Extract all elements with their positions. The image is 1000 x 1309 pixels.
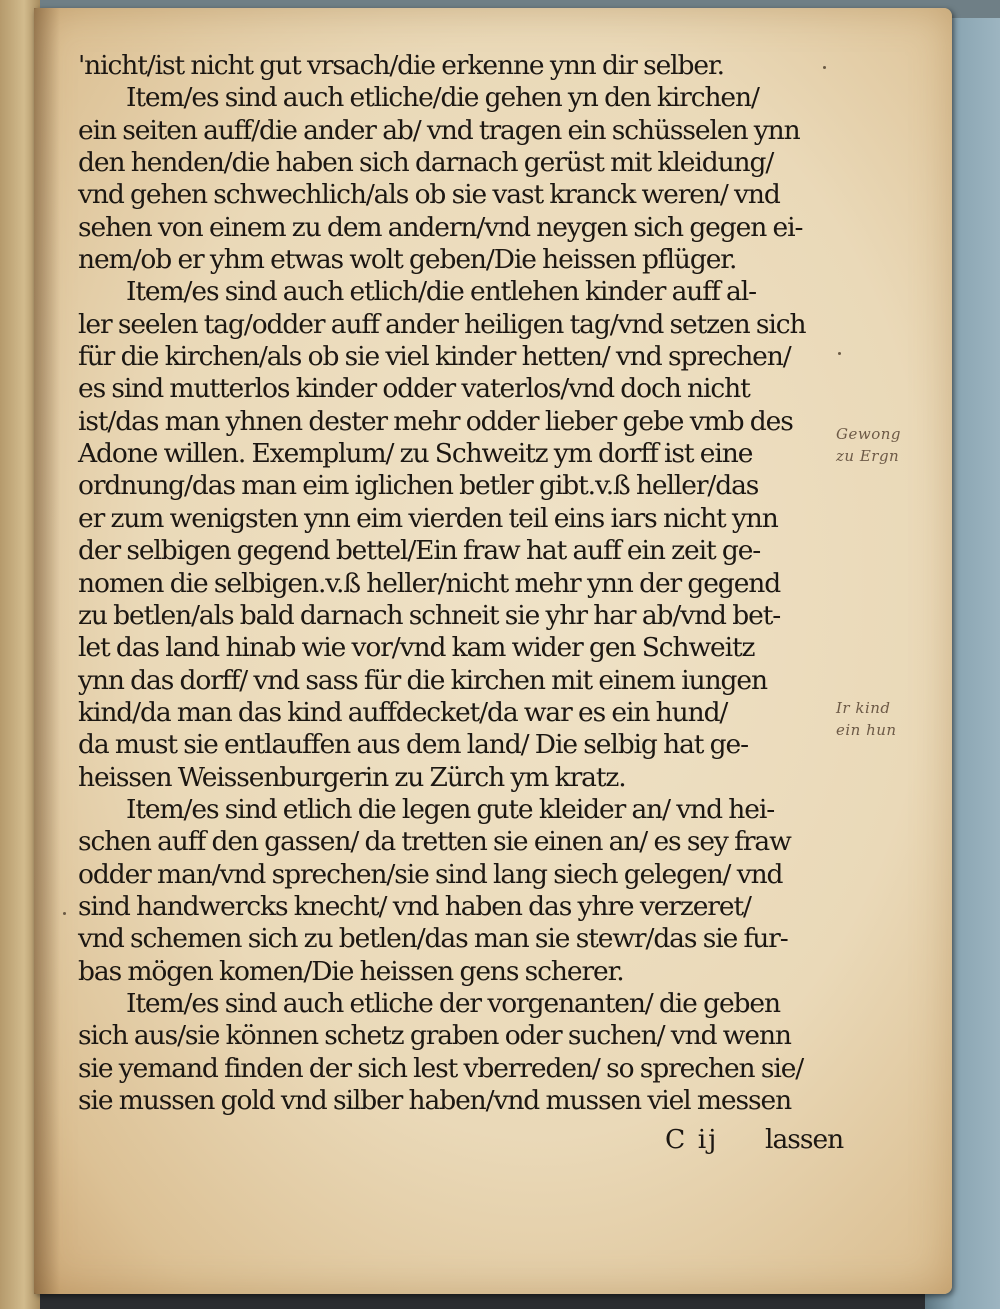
text-line: für die kirchen/als ob sie viel kinder hetten/ vnd sprechen/: [78, 341, 791, 373]
text-line: nomen die selbigen.v.ß heller/nicht mehr ynn der gegend: [78, 567, 781, 599]
text-line: er zum wenigsten ynn eim vierden teil eins iars nicht ynn: [78, 502, 778, 534]
text-line: es sind mutterlos kinder odder vaterlos/vnd doch nicht: [78, 373, 750, 405]
text-line: schen auff den gassen/ da tretten sie einen an/ es sey fraw: [78, 826, 791, 858]
text-line: der selbigen gegend bettel/Ein fraw hat auff ein zeit ge-: [78, 535, 761, 567]
text-line: nem/ob er yhm etwas wolt geben/Die heissen pflüger.: [78, 244, 737, 276]
text-line: vnd gehen schwechlich/als ob sie vast kranck weren/ vnd: [78, 179, 780, 211]
text-line: Item/es sind auch etliche/die gehen yn den kirchen/: [126, 82, 759, 114]
text-line: vnd schemen sich zu betlen/das man sie stewr/das sie fur-: [78, 923, 788, 955]
text-line: ler seelen tag/odder auff ander heiligen tag/vnd setzen sich: [78, 308, 806, 340]
page-text-block: [78, 50, 848, 1117]
text-line: odder man/vnd sprechen/sie sind lang siech gelegen/ vnd: [78, 858, 783, 890]
marginal-note-line: zu Ergn: [836, 447, 900, 465]
text-line: Adone willen. Exemplum/ zu Schweitz ym dorff ist eine: [78, 438, 753, 470]
ink-speck: [838, 352, 841, 355]
text-line: sind handwercks knecht/ vnd haben das yhre verzeret/: [78, 890, 751, 922]
page-gutter-shadow: [34, 8, 60, 1294]
page-footer: [665, 1124, 865, 1158]
text-line: zu betlen/als bald darnach schneit sie yhr har ab/vnd bet-: [78, 599, 781, 631]
text-line: ein seiten auff/die ander ab/ vnd tragen ein schüsselen ynn: [78, 114, 800, 146]
text-line: heissen Weissenburgerin zu Zürch ym kratz.: [78, 761, 626, 793]
text-line: ist/das man yhnen dester mehr odder lieber gebe vmb des: [78, 405, 793, 437]
text-line: ordnung/das man eim iglichen betler gibt.v.ß heller/das: [78, 470, 759, 502]
marginal-note-kind: [836, 697, 897, 741]
text-line: Item/es sind etlich die legen gute kleider an/ vnd hei-: [126, 793, 775, 825]
marginal-note-line: Gewong: [836, 425, 901, 443]
text-line: bas mögen komen/Die heissen gens scherer.: [78, 955, 624, 987]
text-line: let das land hinab wie vor/vnd kam wider gen Schweitz: [78, 632, 755, 664]
marginal-note-line: Ir kind: [836, 699, 891, 717]
text-line: ynn das dorff/ vnd sass für die kirchen mit einem iungen: [78, 664, 767, 696]
text-line: sie yemand finden der sich lest vberreden/ so sprechen sie/: [78, 1052, 804, 1084]
text-line: Item/es sind auch etlich/die entlehen kinder auff al-: [126, 276, 756, 308]
marginal-note-line: ein hun: [836, 721, 897, 739]
text-line: 'nicht/ist nicht gut vrsach/die erkenne ynn dir selber.: [78, 50, 724, 81]
text-line: Item/es sind auch etliche der vorgenanten/ die geben: [126, 987, 780, 1019]
ink-speck: [63, 912, 66, 915]
text-line: sie mussen gold vnd silber haben/vnd mussen viel messen: [78, 1085, 792, 1116]
signature-mark: C ij: [665, 1124, 719, 1155]
text-line: da must sie entlauffen aus dem land/ Die selbig hat ge-: [78, 729, 748, 761]
text-line: sich aus/sie können schetz graben oder suchen/ vnd wenn: [78, 1020, 791, 1052]
ink-speck: [823, 66, 826, 69]
text-line: sehen von einem zu dem andern/vnd neygen sich gegen ei-: [78, 211, 803, 243]
marginal-note-gewong: [836, 423, 901, 467]
text-line: kind/da man das kind auffdecket/da war es ein hund/: [78, 696, 728, 728]
text-line: den henden/die haben sich darnach gerüst mit kleidung/: [78, 147, 774, 179]
catchword: lassen: [765, 1124, 844, 1155]
